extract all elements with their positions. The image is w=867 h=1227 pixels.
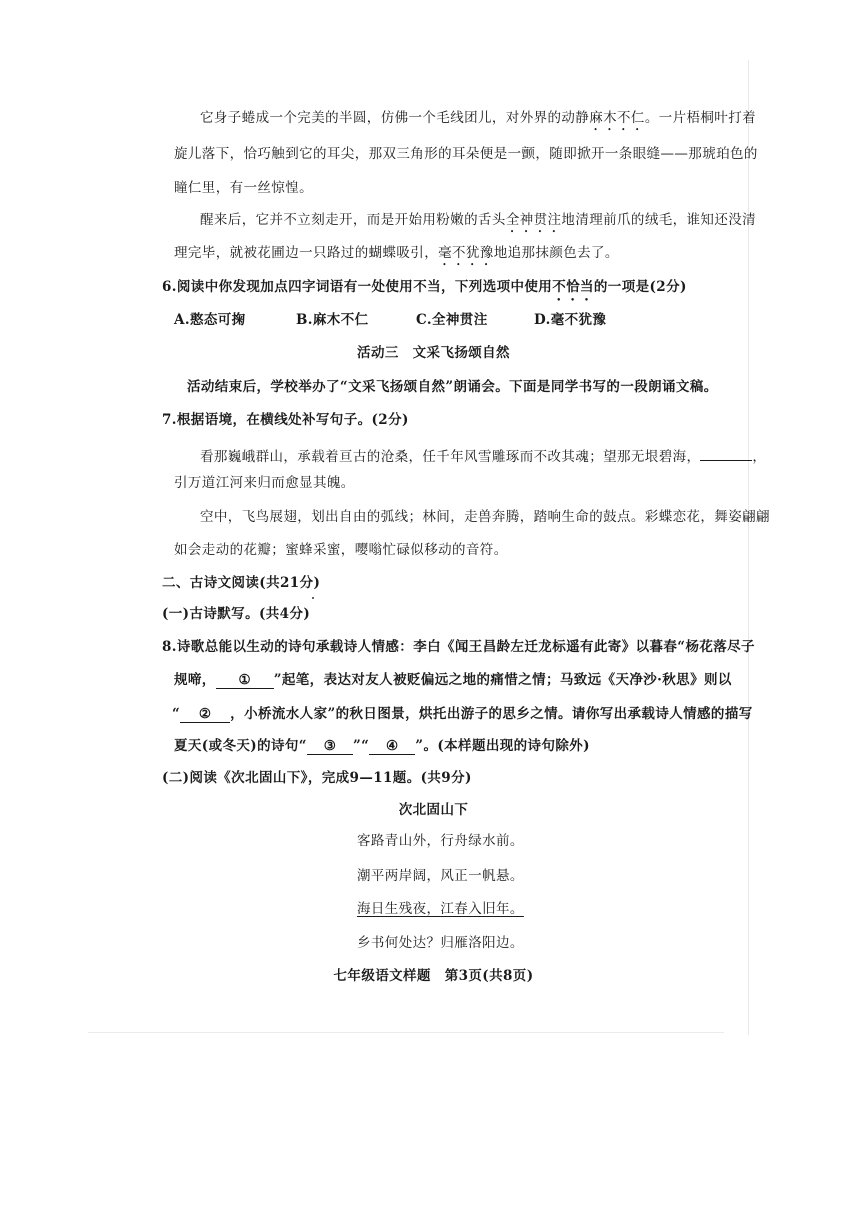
q7-text: 看那巍峨群山，承载着亘古的沧桑，任千年风雪雕琢而不改其魂；望那无垠碧海，	[200, 449, 701, 465]
passage-p2-line2	[174, 243, 619, 269]
q6-option-a: A.憨态可掬	[174, 312, 246, 328]
poem-title: 次北固山下	[398, 802, 469, 818]
q8-text: 夏天(或冬天)的诗句“	[174, 738, 307, 754]
passage-text: 理完毕，就被花圃边一只路过的蝴蝶吸引，	[174, 245, 439, 261]
q8-blank-2[interactable]: ②	[180, 706, 230, 723]
passage-text: 地清理前爪的绒毛，谁知还没清	[561, 212, 757, 228]
passage-text: 它身子蜷成一个完美的半圆，仿佛一个毛线团儿，对外界的动静	[200, 110, 590, 126]
scan-edge-bottom	[88, 1032, 724, 1033]
q8-text: ”。(本样题出现的诗句除外)	[415, 738, 590, 754]
q8-line3	[172, 704, 753, 724]
section2-sub2: (二)阅读《次北固山下》，完成9—11题。(共9分)	[162, 770, 472, 786]
q8-text: ”“	[352, 738, 370, 754]
passage-text: 地追那抹颜色去了。	[493, 245, 619, 261]
page-footer: 七年级语文样题 第3页(共8页)	[333, 968, 534, 984]
q8-blank-3[interactable]: ③	[307, 738, 353, 755]
poem-line-1: 客路青山外，行舟绿水前。	[357, 833, 524, 849]
q7-line1	[200, 444, 766, 467]
q8-line2	[174, 670, 732, 690]
q6-stem-text: 6.阅读中你发现加点四字词语有一处使用不当，下列选项中使用	[162, 279, 553, 295]
poem-line-4: 乡书何处达？归雁洛阳边。	[357, 935, 524, 951]
dotted-idiom-1: 麻木不仁	[589, 110, 645, 126]
section2-title: 二、古诗文阅读(共21分)	[162, 575, 321, 591]
q6-stem	[162, 277, 687, 304]
q6-stem-text: 的一项是(2分)	[593, 279, 687, 295]
passage-p1-line2: 旋儿落下，恰巧触到它的耳尖，那双三角形的耳朵便是一颤，随即掀开一条眼缝——那琥珀色的	[174, 146, 758, 162]
passage-p1-line1	[200, 108, 756, 134]
q7-text: ，	[752, 449, 767, 465]
activity3-intro: 活动结束后，学校举办了“文采飞扬颂自然”朗诵会。下面是同学书写的一段朗诵文稿。	[187, 379, 718, 395]
q8-line4	[174, 736, 590, 756]
q6-option-c: C.全神贯注	[416, 312, 488, 328]
q7-line4: 如会走动的花瓣；蜜蜂采蜜，嘤嗡忙碌似移动的音符。	[174, 542, 508, 558]
passage-p1-line3: 瞳仁里，有一丝惊惶。	[174, 180, 313, 196]
q6-option-b: B.麻木不仁	[296, 312, 369, 328]
passage-text: 醒来后，它并不立刻走开，而是开始用粉嫩的舌头	[200, 212, 506, 228]
q8-text: 规啼，	[174, 672, 216, 688]
q7-answer-blank[interactable]	[700, 444, 752, 461]
scan-edge-right	[748, 60, 749, 1035]
q6-option-d: D.毫不犹豫	[534, 312, 607, 328]
passage-text: 。一片梧桐叶打着	[644, 110, 757, 126]
passage-p2-line1	[200, 210, 756, 236]
poem-line-3-underlined: 海日生残夜，江春入旧年。	[357, 901, 524, 917]
poem-line-2: 潮平两岸阔，风正一帆悬。	[357, 868, 524, 884]
q8-text: ，小桥流水人家”的秋日图景，烘托出游子的思乡之情。请你写出承载诗人情感的描写	[230, 706, 753, 722]
q7-line3: 空中，飞鸟展翅，划出自由的弧线；林间，走兽奔腾，踏响生命的鼓点。彩蝶恋花，舞姿翩翩	[200, 509, 770, 525]
q8-blank-1[interactable]: ①	[216, 672, 274, 689]
dotted-idiom-2: 全神贯注	[505, 212, 562, 228]
dotted-idiom-3: 毫不犹豫	[438, 245, 494, 261]
activity3-title: 活动三 文采飞扬颂自然	[357, 345, 510, 361]
q8-text: ”起笔，表达对友人被贬偏远之地的痛惜之情；马致远《天净沙·秋思》则以	[273, 672, 732, 688]
q7-line2: 引万道江河来归而愈显其魄。	[174, 475, 355, 491]
q7-stem: 7.根据语境，在横线处补写句子。(2分)	[162, 412, 409, 428]
scan-speck	[312, 597, 314, 599]
section2-sub1: (一)古诗默写。(共4分)	[162, 606, 311, 622]
q6-emphasis: 不恰当	[552, 279, 594, 295]
q8-blank-4[interactable]: ④	[369, 738, 415, 755]
q8-text: “	[172, 706, 181, 722]
q8-line1: 8.诗歌总能以生动的诗句承载诗人情感：李白《闻王昌龄左迁龙标遥有此寄》以暮春“杨花落尽子	[162, 639, 755, 655]
